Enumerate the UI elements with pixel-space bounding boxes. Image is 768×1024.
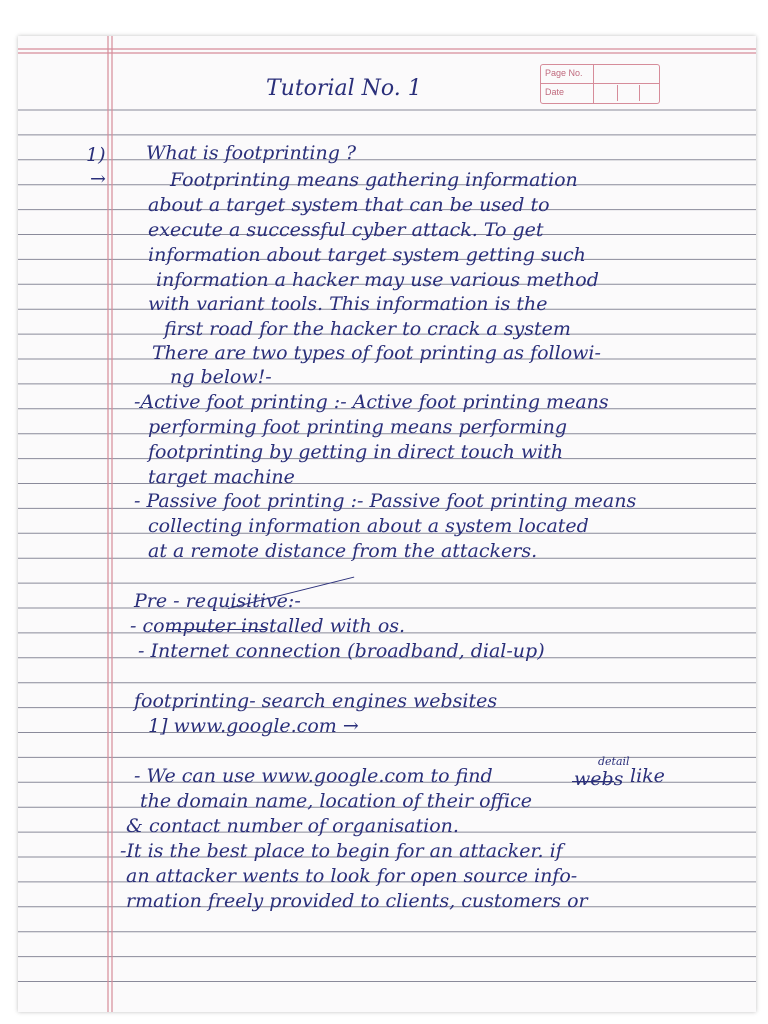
inserted-word: detail xyxy=(598,755,630,768)
google-line-5: an attacker wents to look for open source info- xyxy=(126,865,578,887)
answer-line-12: footprinting by getting in direct touch with xyxy=(148,441,564,463)
google-line-1-end: like xyxy=(630,765,665,787)
google-line-3: & contact number of organisation. xyxy=(126,815,459,837)
page-no-label: Page No. xyxy=(545,68,583,78)
google-line-4: -It is the best place to begin for an attacker. if xyxy=(120,840,563,862)
google-line-2: the domain name, location of their office xyxy=(140,790,532,812)
prereq-item-1-strike xyxy=(166,629,266,630)
answer-line-3: execute a successful cyber attack. To get xyxy=(148,219,544,241)
answer-arrow: → xyxy=(90,168,106,190)
struck-word: webs xyxy=(574,768,624,790)
prereq-item-1: - computer installed with os. xyxy=(130,615,406,637)
engine-1: 1] www.google.com → xyxy=(148,715,359,737)
date-label: Date xyxy=(545,87,565,97)
question-number: 1) xyxy=(86,144,106,166)
page-date-box xyxy=(540,64,660,104)
answer-line-5: information a hacker may use various method xyxy=(156,269,599,291)
notebook-page xyxy=(18,36,756,1012)
prereq-item-2: - Internet connection (broadband, dial-up) xyxy=(138,640,545,662)
engines-title: footprinting- search engines websites xyxy=(134,690,498,712)
answer-line-6: with variant tools. This information is the xyxy=(148,293,548,315)
answer-line-15: collecting information about a system located xyxy=(148,515,589,537)
answer-line-4: information about target system getting such xyxy=(148,244,586,266)
answer-line-9: ng below!- xyxy=(170,366,272,388)
prereq-title: Pre - requisitive:- xyxy=(134,590,301,612)
struck-word-line xyxy=(572,781,614,782)
answer-line-11: performing foot printing means performing xyxy=(148,416,568,438)
answer-line-2: about a target system that can be used to xyxy=(148,194,550,216)
answer-line-16: at a remote distance from the attackers. xyxy=(148,540,538,562)
answer-line-7: first road for the hacker to crack a system xyxy=(164,318,571,340)
answer-line-13: target machine xyxy=(148,466,295,488)
google-line-1: - We can use www.google.com to find xyxy=(134,765,493,787)
question-text: What is footprinting ? xyxy=(146,142,357,164)
answer-line-14: - Passive foot printing :- Passive foot printing means xyxy=(134,490,637,512)
page-title: Tutorial No. 1 xyxy=(266,76,422,101)
google-line-6: rmation freely provided to clients, customers or xyxy=(126,890,588,912)
answer-line-10: -Active foot printing :- Active foot printing means xyxy=(134,391,609,413)
answer-line-8: There are two types of foot printing as followi- xyxy=(152,342,601,364)
answer-line-1: Footprinting means gathering information xyxy=(170,169,578,191)
